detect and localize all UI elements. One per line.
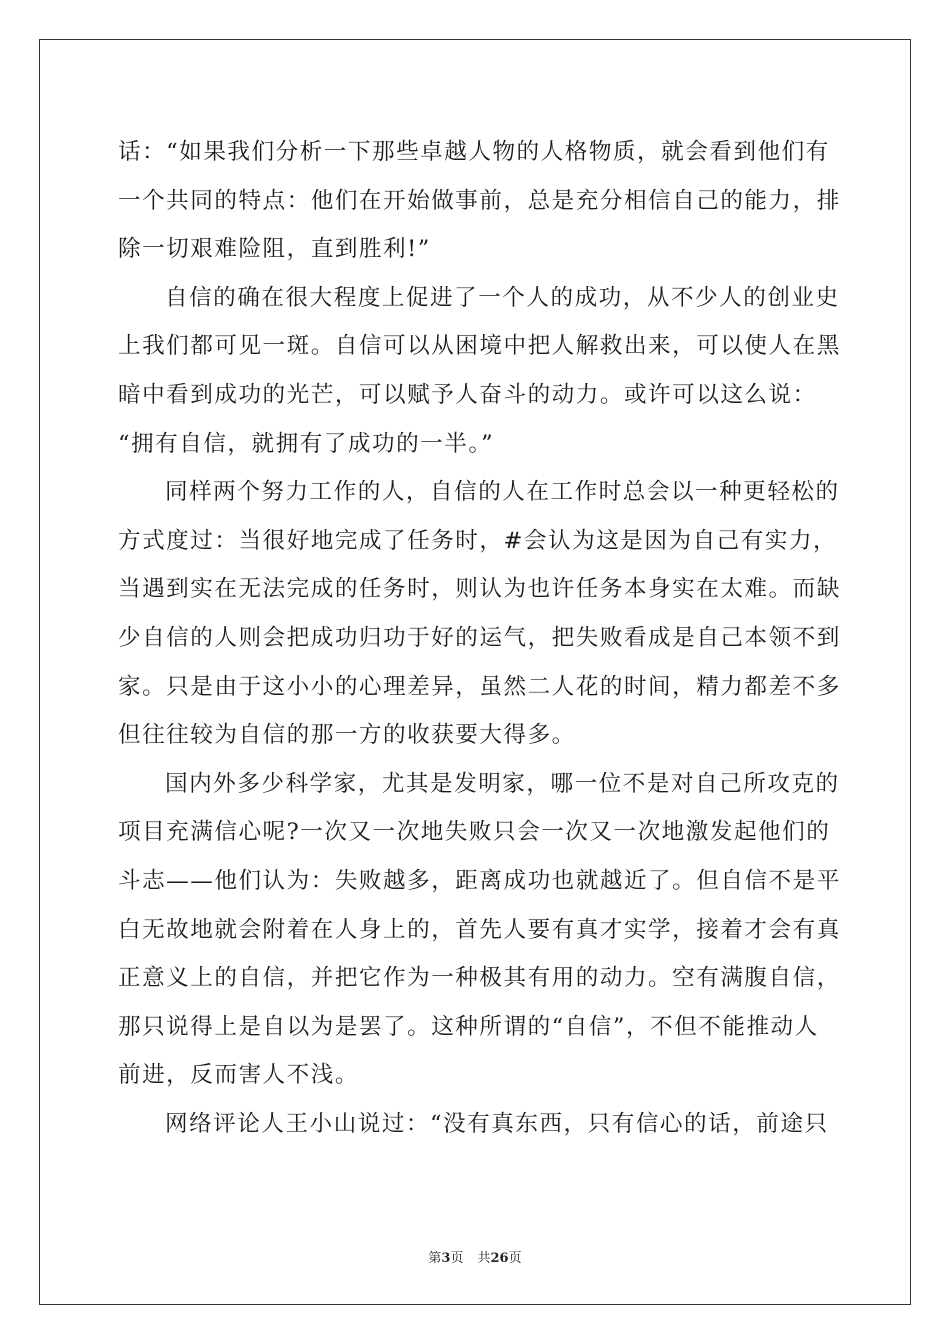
paragraph-5 — [118, 1100, 834, 1149]
text-line: 少自信的人则会把成功归功于好的运气，把失败看成是自己本领不到 — [118, 624, 841, 651]
paragraph-1 — [118, 128, 841, 274]
text-line: 自信的确在很大程度上促进了一个人的成功，从不少人的创业史 — [165, 284, 840, 311]
text-line: 斗志——他们认为：失败越多，距离成功也就越近了。但自信不是平 — [118, 867, 841, 894]
text-line: 当遇到实在无法完成的任务时，则认为也许任务本身实在太难。而缺 — [118, 576, 841, 603]
text-line: 但往往较为自信的那一方的收获要大得多。 — [118, 722, 576, 749]
text-line: “拥有自信，就拥有了成功的一半。” — [118, 430, 495, 457]
text-line: 家。只是由于这小小的心理差异，虽然二人花的时间，精力都差不多 — [118, 673, 841, 700]
page-suffix: 页 — [450, 1251, 464, 1266]
text-line: 网络评论人王小山说过：“没有真东西，只有信心的话，前途只 — [165, 1110, 829, 1137]
text-line: 除一切艰难险阻，直到胜利!” — [118, 236, 431, 263]
text-line: 国内外多少科学家，尤其是发明家，哪一位不是对自己所攻克的 — [165, 770, 840, 797]
text-line: 同样两个努力工作的人，自信的人在工作时总会以一种更轻松的 — [165, 479, 840, 506]
text-line: 上我们都可见一斑。自信可以从困境中把人解救出来，可以使人在黑 — [118, 333, 841, 360]
page-prefix: 第 — [428, 1251, 442, 1266]
document-body — [118, 128, 841, 1148]
total-suffix: 页 — [508, 1251, 522, 1266]
text-line: 一个共同的特点：他们在开始做事前，总是充分相信自己的能力，排 — [118, 187, 841, 214]
total-prefix: 共 — [477, 1251, 491, 1266]
text-line: 白无故地就会附着在人身上的，首先人要有真才实学，接着才会有真 — [118, 916, 841, 943]
paragraph-4 — [118, 760, 841, 1100]
text-line: 前进，反而害人不浅。 — [118, 1062, 359, 1089]
text-line: 话：“如果我们分析一下那些卓越人物的人格物质，就会看到他们有 — [118, 139, 830, 165]
paragraph-2 — [118, 274, 841, 468]
text-line: 那只说得上是自以为是罢了。这种所谓的“自信”，不但不能推动人 — [118, 1013, 819, 1040]
text-line: 项目充满信心呢?一次又一次地失败只会一次又一次地激发起他们的 — [118, 819, 831, 846]
text-line: 暗中看到成功的光芒，可以赋予人奋斗的动力。或许可以这么说： — [118, 381, 817, 408]
paragraph-3 — [118, 468, 841, 760]
text-line: 正意义上的自信，并把它作为一种极其有用的动力。空有满腹自信， — [118, 965, 841, 992]
page-number: 3 — [441, 1251, 451, 1266]
page-footer — [0, 1247, 950, 1266]
total-pages: 26 — [490, 1251, 509, 1266]
text-line: 方式度过：当很好地完成了任务时，#会认为这是因为自己有实力， — [118, 527, 838, 554]
